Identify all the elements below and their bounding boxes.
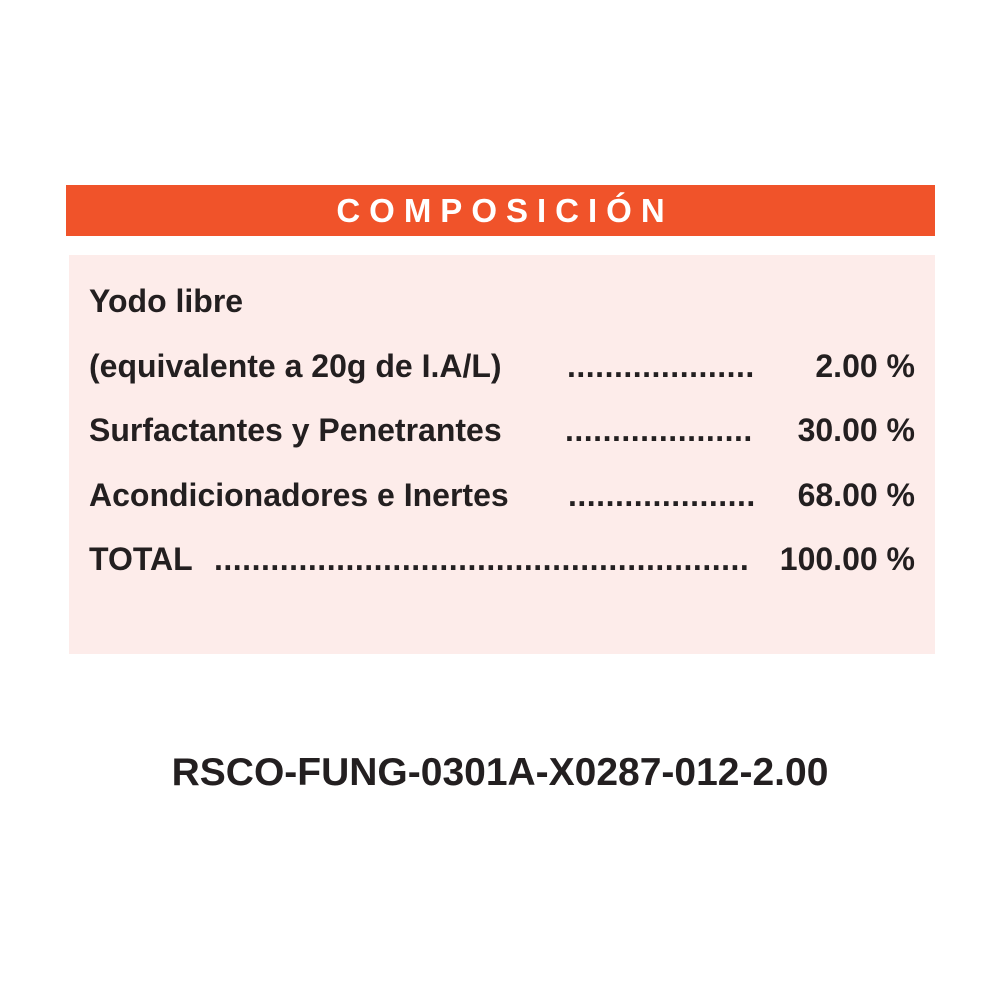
composition-row-name: (equivalente a 20g de I.A/L)	[89, 348, 502, 384]
composition-title: COMPOSICIÓN	[336, 192, 674, 229]
composition-row-value: 68.00 %	[797, 477, 915, 513]
composition-row	[89, 346, 915, 386]
composition-panel	[69, 255, 935, 654]
composition-total-label: TOTAL	[89, 541, 193, 577]
composition-row-value: 30.00 %	[797, 412, 915, 448]
composition-intro: Yodo libre	[89, 283, 244, 319]
composition-header-bar	[66, 185, 935, 236]
composition-row	[89, 410, 915, 450]
composition-total-row	[89, 539, 915, 579]
composition-row-leader: ....................	[565, 412, 753, 448]
composition-row-leader: ....................	[568, 477, 756, 513]
composition-total-leader: .........................................................	[214, 541, 750, 577]
composition-row-value: 2.00 %	[815, 348, 915, 384]
registration-code: RSCO-FUNG-0301A-X0287-012-2.00	[171, 751, 829, 794]
composition-row-name: Surfactantes y Penetrantes	[89, 412, 502, 448]
composition-row-name: Acondicionadores e Inertes	[89, 477, 509, 513]
composition-intro-row	[89, 281, 915, 321]
composition-total-value: 100.00 %	[779, 541, 915, 577]
composition-row	[89, 475, 915, 515]
composition-row-leader: ....................	[567, 348, 755, 384]
